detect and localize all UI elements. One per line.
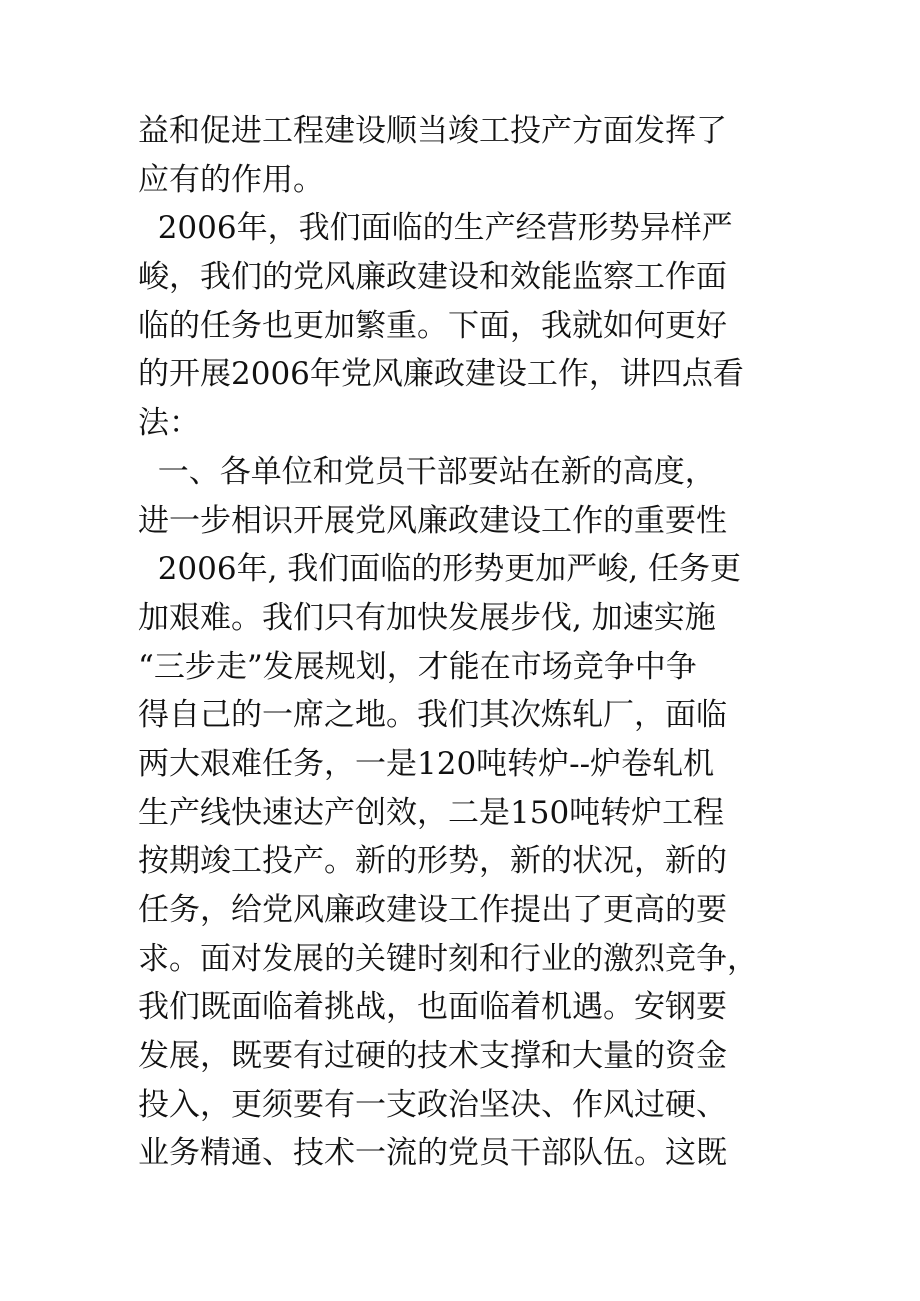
text-line: 加艰难。我们只有加快发展步伐, 加速实施: [138, 599, 716, 636]
text-line: 投入，更须要有一支政治坚决、作风过硬、: [138, 1086, 727, 1123]
text-line: 峻，我们的党风廉政建设和效能监察工作面: [138, 259, 727, 296]
text-line: 生产线快速达产创效，二是150吨转炉工程: [138, 794, 725, 831]
text-line: 法：: [138, 405, 200, 442]
section-heading-line: 一、各单位和党员干部要站在新的高度，: [138, 453, 716, 490]
text-line: 益和促进工程建设顺当竣工投产方面发挥了: [138, 113, 727, 149]
text-line: 按期竣工投产。新的形势，新的状况，新的: [138, 843, 727, 880]
text-line: 求。面对发展的关键时刻和行业的激烈竞争，: [138, 940, 758, 977]
text-line: 2006年, 我们面临的形势更加严峻, 任务更: [138, 551, 742, 588]
text-line: 2006年，我们面临的生产经营形势异样严: [138, 210, 733, 247]
text-line: 应有的作用。: [138, 161, 324, 198]
text-line: 任务，给党风廉政建设工作提出了更高的要: [138, 892, 727, 928]
text-line: 两大艰难任务，一是120吨转炉--炉卷轧机: [138, 745, 715, 782]
section-heading-line: 进一步相识开展党风廉政建设工作的重要性: [138, 502, 727, 539]
text-line: 发展，既要有过硬的技术支撑和大量的资金: [138, 1038, 727, 1075]
text-line: 业务精通、技术一流的党员干部队伍。这既: [138, 1135, 727, 1172]
text-line: 临的任务也更加繁重。下面，我就如何更好: [138, 307, 727, 344]
text-line: “三步走”发展规划，才能在市场竞争中争: [138, 648, 697, 685]
text-line: 的开展2006年党风廉政建设工作，讲四点看: [138, 356, 744, 393]
text-line: 得自己的一席之地。我们其次炼轧厂，面临: [138, 697, 727, 734]
text-line: 我们既面临着挑战，也面临着机遇。安钢要: [138, 989, 727, 1026]
body-text: [138, 107, 798, 1178]
